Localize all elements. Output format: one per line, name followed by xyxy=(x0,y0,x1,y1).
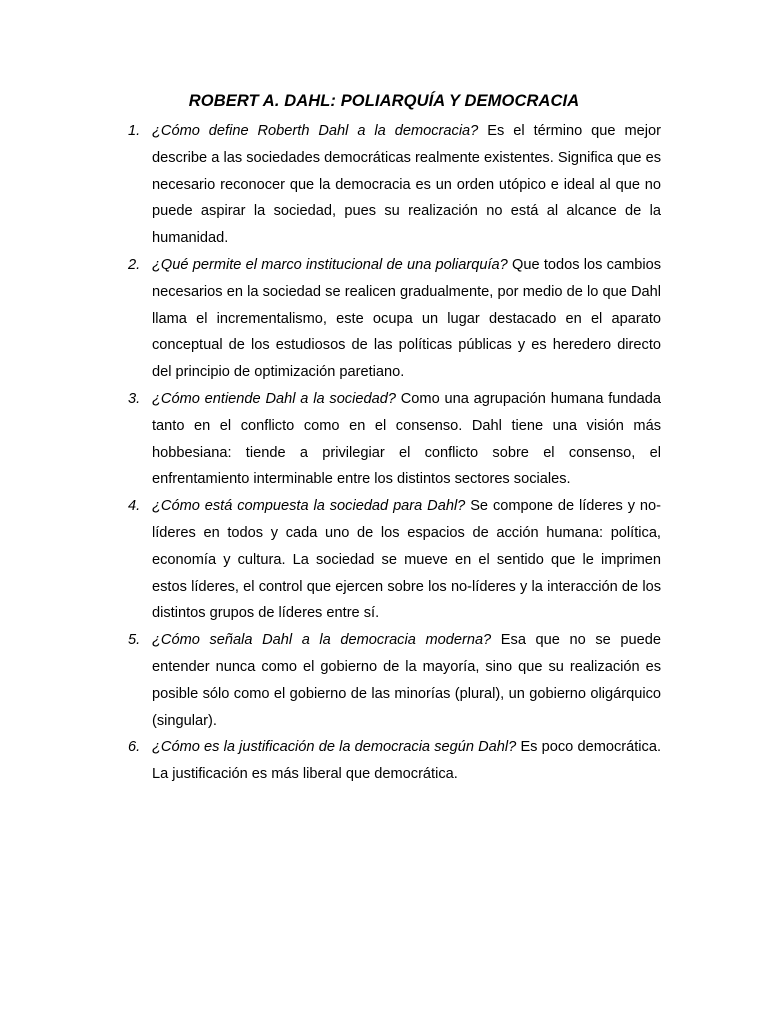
item-question: ¿Cómo es la justificación de la democracia según Dahl? xyxy=(152,739,517,756)
item-answer: Es el término que mejor describe a las sociedades democráticas realmente existentes. Significa que es necesario reconocer que la democracia es un orden utópico e ideal al que no puede aspirar la sociedad, pues su realización no está al alcance de la humanidad. xyxy=(152,123,661,247)
item-answer: Esa que no se puede entender nunca como el gobierno de la mayoría, sino que su realización es posible sólo como el gobierno de las minorías (plural), un gobierno oligárquico (singular). xyxy=(152,632,661,729)
item-number: 6. xyxy=(128,739,141,756)
list-item xyxy=(128,252,662,386)
item-number: 5. xyxy=(128,632,141,649)
list-item xyxy=(128,493,661,627)
item-answer: Como una agrupación humana fundada tanto en el conflicto como en el consenso. Dahl tiene una visión más hobbesiana: tiende a privilegiar el conflicto sobre el consenso, el enfrentamiento interminable entre los distintos sectores sociales. xyxy=(152,390,662,488)
list-item xyxy=(128,627,661,734)
list-item xyxy=(128,386,662,493)
item-question: ¿Cómo entiende Dahl a la sociedad? xyxy=(152,390,396,407)
item-question: ¿Cómo está compuesta la sociedad para Dahl? xyxy=(152,498,466,515)
item-answer: Que todos los cambios necesarios en la sociedad se realicen gradualmente, por medio de lo que Dahl llama el incrementalismo, este ocupa un lugar destacado en el aparato conceptual de los estudiosos de las políticas públicas y es heredero directo del principio de optimización paretiano. xyxy=(152,256,662,381)
list-item xyxy=(128,734,661,788)
question-list xyxy=(128,118,662,788)
item-question: ¿Qué permite el marco institucional de una poliarquía? xyxy=(152,256,508,273)
list-item xyxy=(128,118,661,252)
item-number: 2. xyxy=(128,256,141,273)
document-title: ROBERT A. DAHL: POLIARQUÍA Y DEMOCRACIA xyxy=(188,92,580,110)
item-number: 1. xyxy=(128,123,141,139)
item-answer: Es poco democrática. La justificación es más liberal que democrática. xyxy=(152,739,661,783)
item-question: ¿Cómo señala Dahl a la democracia moderna? xyxy=(152,632,492,649)
item-number: 3. xyxy=(128,390,141,407)
item-answer: Se compone de líderes y no-líderes en todos y cada uno de los espacios de acción humana: política, economía y cultura. La sociedad se mueve en el sentido que le imprimen estos líderes, el control que ejercen sobre los no-líderes y la interacción de los distintos grupos de líderes entre sí. xyxy=(152,498,661,622)
item-number: 4. xyxy=(128,498,141,515)
item-question: ¿Cómo define Roberth Dahl a la democracia? xyxy=(152,123,479,139)
